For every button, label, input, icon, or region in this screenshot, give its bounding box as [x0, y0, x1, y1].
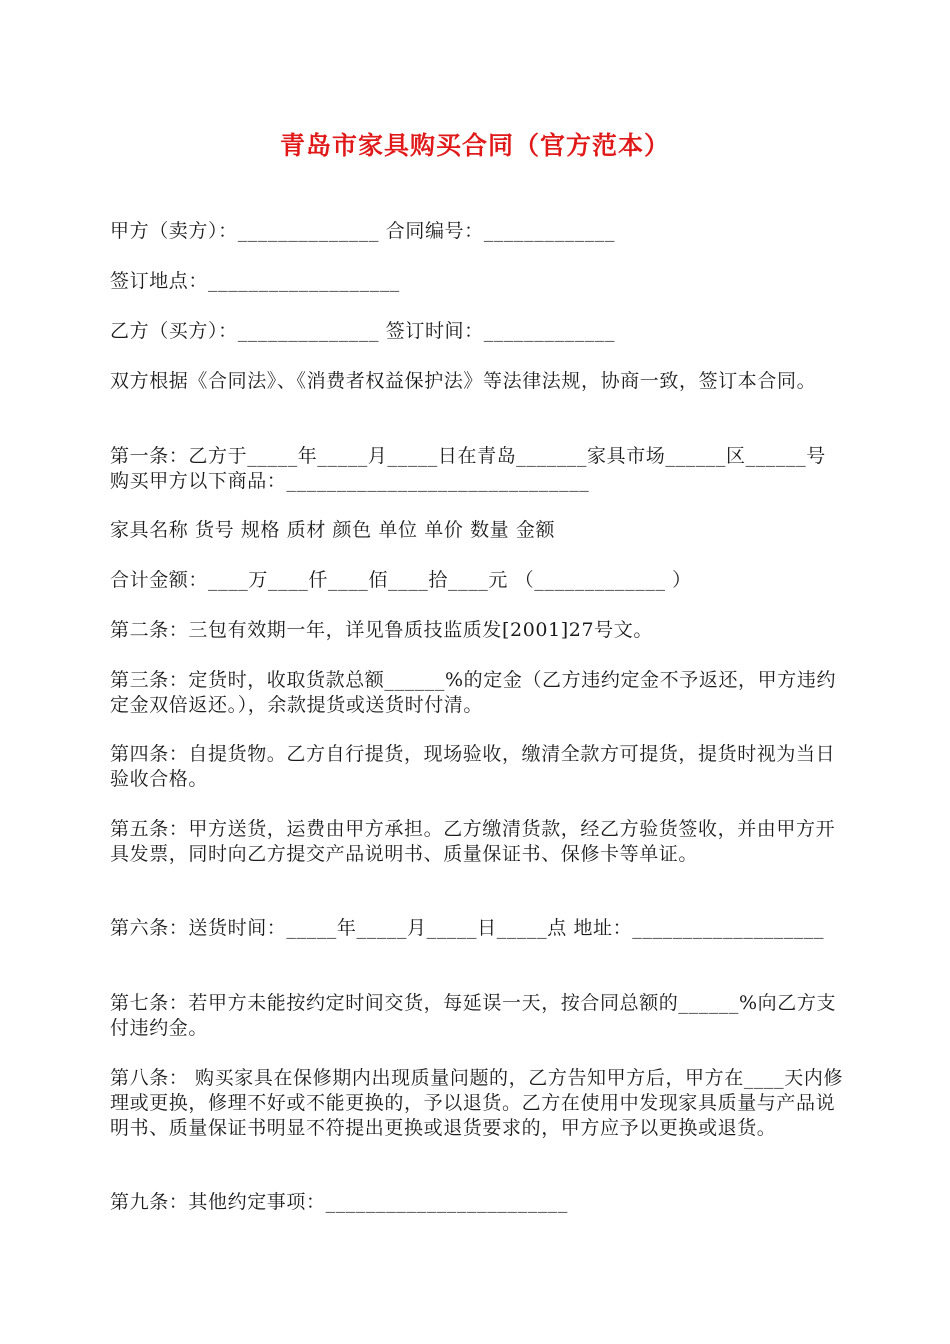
- article-5: 第五条：甲方送货，运费由甲方承担。乙方缴清货款，经乙方验货签收，并由甲方开具发票，同时向乙方提交产品说明书、质量保证书、保修卡等单证。: [110, 818, 836, 865]
- article-8: 第八条： 购买家具在保修期内出现质量问题的，乙方告知甲方后，甲方在____天内修理或更换，修理不好或不能更换的，予以退货。乙方在使用中发现家具质量与产品说明书、质量保证书明显不符提出更换或退货要求的，甲方应予以更换或退货。: [110, 1067, 844, 1139]
- article-7: 第七条：若甲方未能按约定时间交货，每延误一天，按合同总额的______%向乙方支付违约金。: [110, 992, 837, 1039]
- party-b-line: 乙方（买方）：______________ 签订时间：_____________: [110, 320, 616, 342]
- article-1: 第一条：乙方于_____年_____月_____日在青岛_______家具市场______区______号购买甲方以下商品：______________________________: [110, 445, 826, 492]
- document-title: 青岛市家具购买合同（官方范本）: [279, 131, 670, 160]
- total-amount-line: 合计金额：____万____仟____佰____拾____元 （_____________ ）: [110, 569, 692, 591]
- article-6: 第六条：送货时间：_____年_____月_____日_____点 地址：___________________: [110, 917, 825, 939]
- article-2: 第二条：三包有效期一年，详见鲁质技监质发[2001]27号文。: [110, 619, 653, 641]
- item-headers: 家具名称 货号 规格 质材 颜色 单位 单价 数量 金额: [110, 519, 556, 541]
- article-9: 第九条：其他约定事项：________________________: [110, 1191, 569, 1213]
- party-a-line: 甲方（卖方）：______________ 合同编号：_____________: [110, 220, 616, 242]
- preamble-paragraph: 双方根据《合同法》、《消费者权益保护法》等法律法规，协商一致，签订本合同。: [110, 370, 817, 392]
- article-4: 第四条：自提货物。乙方自行提货，现场验收，缴清全款方可提货，提货时视为当日验收合格。: [110, 743, 836, 790]
- sign-place-line: 签订地点：___________________: [110, 270, 400, 292]
- article-3: 第三条：定货时，收取货款总额______%的定金（乙方违约定金不予返还，甲方违约定金双倍返还。），余款提货或送货时付清。: [110, 669, 837, 716]
